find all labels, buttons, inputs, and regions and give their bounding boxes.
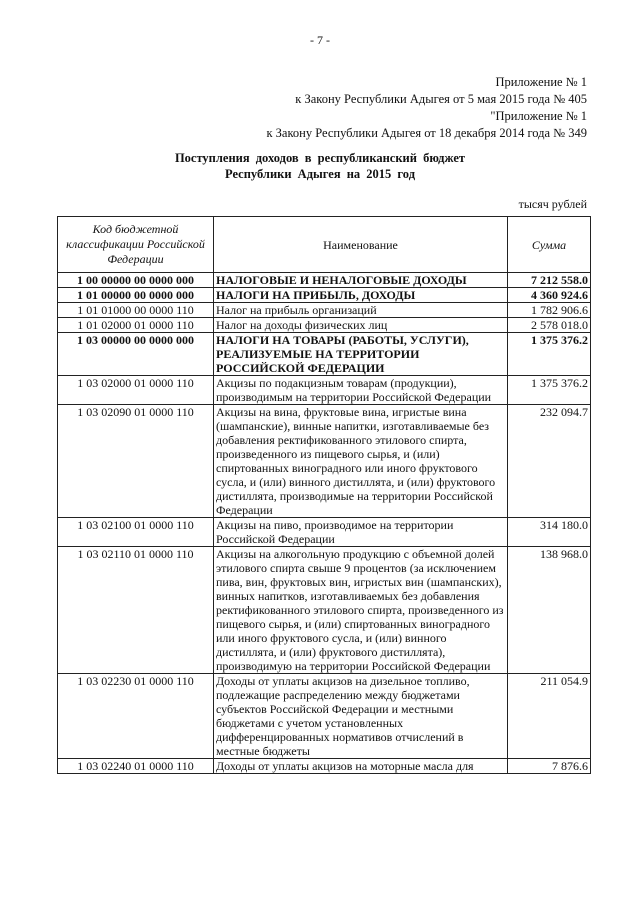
- row-code: 1 01 02000 01 0000 110: [58, 318, 214, 333]
- row-sum: 1 375 376.2: [508, 376, 591, 405]
- table-row: [58, 518, 591, 547]
- table-row: [58, 759, 591, 774]
- row-code: 1 01 01000 00 0000 110: [58, 303, 214, 318]
- table-body: [58, 273, 591, 774]
- row-sum: 138 968.0: [508, 547, 591, 674]
- row-sum: 2 578 018.0: [508, 318, 591, 333]
- title-line-1: Поступления доходов в республиканский бюджет: [174, 151, 466, 165]
- row-code: 1 03 02100 01 0000 110: [58, 518, 214, 547]
- appendix-line-4: к Закону Республики Адыгея от 18 декабря 2014 года № 349: [266, 126, 587, 140]
- row-name: Налог на доходы физических лиц: [214, 318, 508, 333]
- row-code: 1 03 00000 00 0000 000: [58, 333, 214, 376]
- table-row: [58, 674, 591, 759]
- row-code: 1 03 02110 01 0000 110: [58, 547, 214, 674]
- row-sum: 211 054.9: [508, 674, 591, 759]
- table-row: [58, 376, 591, 405]
- table-row: [58, 547, 591, 674]
- row-name: Акцизы на пиво, производимое на территории Российской Федерации: [214, 518, 508, 547]
- row-name: Акцизы по подакцизным товарам (продукции), производимым на территории Российской Федерации: [214, 376, 508, 405]
- appendix-line-2: к Закону Республики Адыгея от 5 мая 2015 года № 405: [295, 92, 587, 106]
- row-name: Доходы от уплаты акцизов на моторные масла для: [214, 759, 508, 774]
- header-name: Наименование: [214, 217, 508, 273]
- table-row: [58, 318, 591, 333]
- row-name: НАЛОГИ НА ПРИБЫЛЬ, ДОХОДЫ: [214, 288, 508, 303]
- row-sum: 7 212 558.0: [508, 273, 591, 288]
- table-row: [58, 333, 591, 376]
- appendix-line-1: Приложение № 1: [495, 75, 587, 89]
- row-code: 1 01 00000 00 0000 000: [58, 288, 214, 303]
- row-sum: 1 375 376.2: [508, 333, 591, 376]
- row-name: Акцизы на алкогольную продукцию с объемной долей этилового спирта свыше 9 процентов (за исключением пива, вин, фруктовых вин, игристых вин (шампанских), винных напитков, изготавливаемых без добавления ректификованного этилового спирта, произведенного из пищевого сырья, и (или) спиртованных виноградного или иного фруктового сусла, и (или) винного дистиллята, и (или) фруктового дистиллята), производимую на территории Российской Федерации: [214, 547, 508, 674]
- row-name: НАЛОГИ НА ТОВАРЫ (РАБОТЫ, УСЛУГИ), РЕАЛИЗУЕМЫЕ НА ТЕРРИТОРИИ РОССИЙСКОЙ ФЕДЕРАЦИИ: [214, 333, 508, 376]
- row-sum: 4 360 924.6: [508, 288, 591, 303]
- table-row: [58, 288, 591, 303]
- appendix-header: [266, 74, 587, 142]
- row-name: Доходы от уплаты акцизов на дизельное топливо, подлежащие распределению между бюджетами субъектов Российской Федерации и местными бюджетами с учетом установленных дифференцированных нормативов отчислений в местные бюджеты: [214, 674, 508, 759]
- row-name: Акцизы на вина, фруктовые вина, игристые вина (шампанские), винные напитки, изготавливаемые без добавления ректификованного этилового спирта, произведенного из пищевого сырья, и (или) спиртованных виноградного или иного фруктового сусла, и (или) винного дистиллята, и (или) фруктового дистиллята, производимые на территории Российской Федерации: [214, 405, 508, 518]
- row-sum: 7 876.6: [508, 759, 591, 774]
- row-name: Налог на прибыль организаций: [214, 303, 508, 318]
- table-row: [58, 405, 591, 518]
- row-name: НАЛОГОВЫЕ И НЕНАЛОГОВЫЕ ДОХОДЫ: [214, 273, 508, 288]
- header-sum: Сумма: [508, 217, 591, 273]
- table-row: [58, 273, 591, 288]
- row-code: 1 03 02240 01 0000 110: [58, 759, 214, 774]
- row-sum: 314 180.0: [508, 518, 591, 547]
- row-sum: 232 094.7: [508, 405, 591, 518]
- row-code: 1 03 02230 01 0000 110: [58, 674, 214, 759]
- row-code: 1 03 02000 01 0000 110: [58, 376, 214, 405]
- revenue-table: [57, 216, 591, 774]
- document-title: [0, 150, 640, 182]
- row-code: 1 00 00000 00 0000 000: [58, 273, 214, 288]
- table-header-row: [58, 217, 591, 273]
- row-code: 1 03 02090 01 0000 110: [58, 405, 214, 518]
- units-label: тысяч рублей: [518, 197, 587, 211]
- table-row: [58, 303, 591, 318]
- row-sum: 1 782 906.6: [508, 303, 591, 318]
- title-line-2: Республики Адыгея на 2015 год: [224, 167, 416, 181]
- header-code: Код бюджетной классификации Российской Федерации: [58, 217, 214, 273]
- appendix-line-3: "Приложение № 1: [490, 109, 587, 123]
- page-number: - 7 -: [310, 33, 330, 47]
